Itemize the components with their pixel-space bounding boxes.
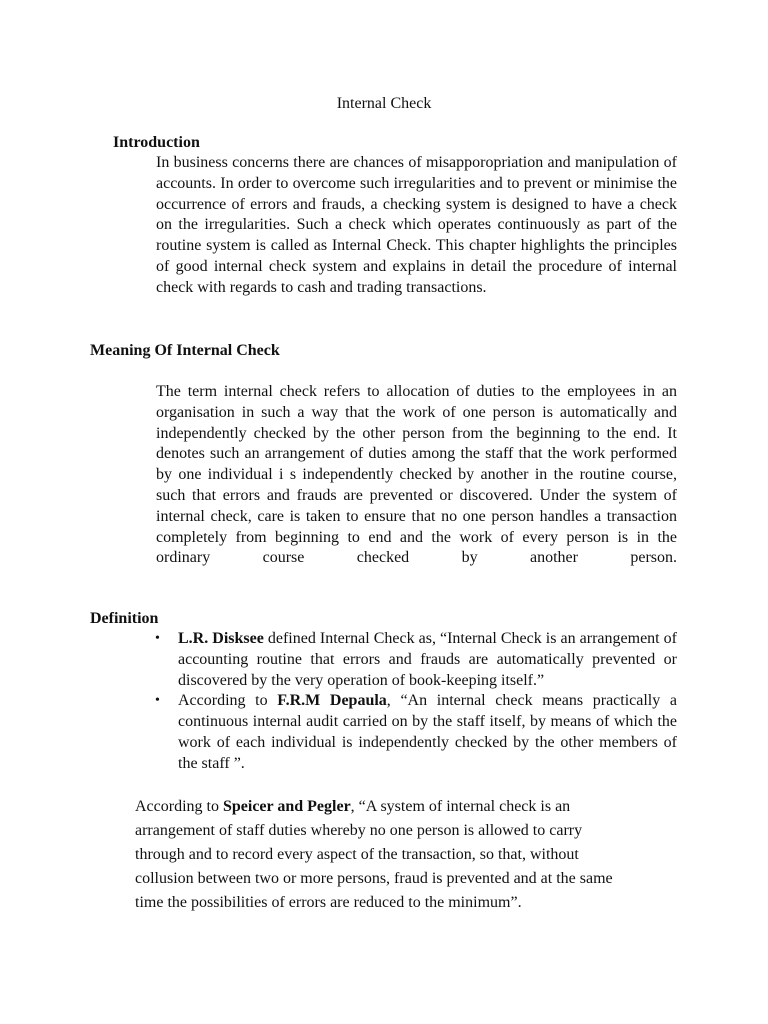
meaning-heading: Meaning Of Internal Check [90, 342, 280, 359]
closing-line: through and to record every aspect of the transaction, so that, without [135, 846, 579, 863]
definition-prefix: According to [178, 692, 278, 710]
definition-list [155, 629, 677, 775]
closing-prefix: According to [135, 798, 223, 815]
introduction-paragraph: In business concerns there are chances of misapporopriation and manipulation of accounts. In order to overcome such irregularities and to prevent or minimise the occurrence of errors and frauds, a checking system is designed to have a check on the irregularities. Such a check which operates continuously as part of the routine system is called as Internal Check. This chapter highlights the principles of good internal check system and explains in detail the procedure of internal check with regards to cash and trading transactions. [156, 154, 677, 296]
definition-text: defined Internal Check as, “Internal Check is an arrangement of accounting routine that errors and frauds are automatically prevented or discovered by the very operation of book-keeping itself.” [178, 630, 677, 689]
closing-line: arrangement of staff duties whereby no one person is allowed to carry [135, 822, 583, 839]
bullet-icon: • [155, 631, 160, 646]
definition-text: , “An internal check means practically a continuous internal audit carried on by the staff itself, by means of which the work of each individual is independently checked by the other members of the staff ”. [178, 692, 678, 772]
introduction-heading: Introduction [113, 134, 200, 151]
bullet-icon: • [155, 693, 160, 709]
list-item [155, 691, 677, 774]
closing-definition [135, 795, 695, 915]
closing-line: collusion between two or more persons, fraud is prevented and at the same [135, 870, 613, 887]
closing-line [135, 795, 695, 819]
list-item [155, 629, 677, 691]
author-name: F.R.M Depaula [277, 692, 387, 710]
author-name: Speicer and Pegler [222, 798, 351, 815]
definition-heading: Definition [90, 610, 159, 627]
closing-line: time the possibilities of errors are reduced to the minimum”. [135, 894, 522, 911]
closing-text: , “A system of internal check is an [350, 798, 571, 815]
author-name: L.R. Disksee [178, 630, 264, 647]
document-title: Internal Check [336, 95, 432, 112]
meaning-paragraph: The term internal check refers to allocation of duties to the employees in an organisation in such a way that the work of one person is automatically and independently checked by the other person from the beginning to the end. It denotes such an arrangement of duties among the staff that the work performed by one individual i s independently checked by another in the routine course, such that errors and frauds are prevented or discovered. Under the system of internal check, care is taken to ensure that no one person handles a transaction completely from beginning to end and the work of every person is in the ordinary course checked by another person. [156, 383, 677, 567]
